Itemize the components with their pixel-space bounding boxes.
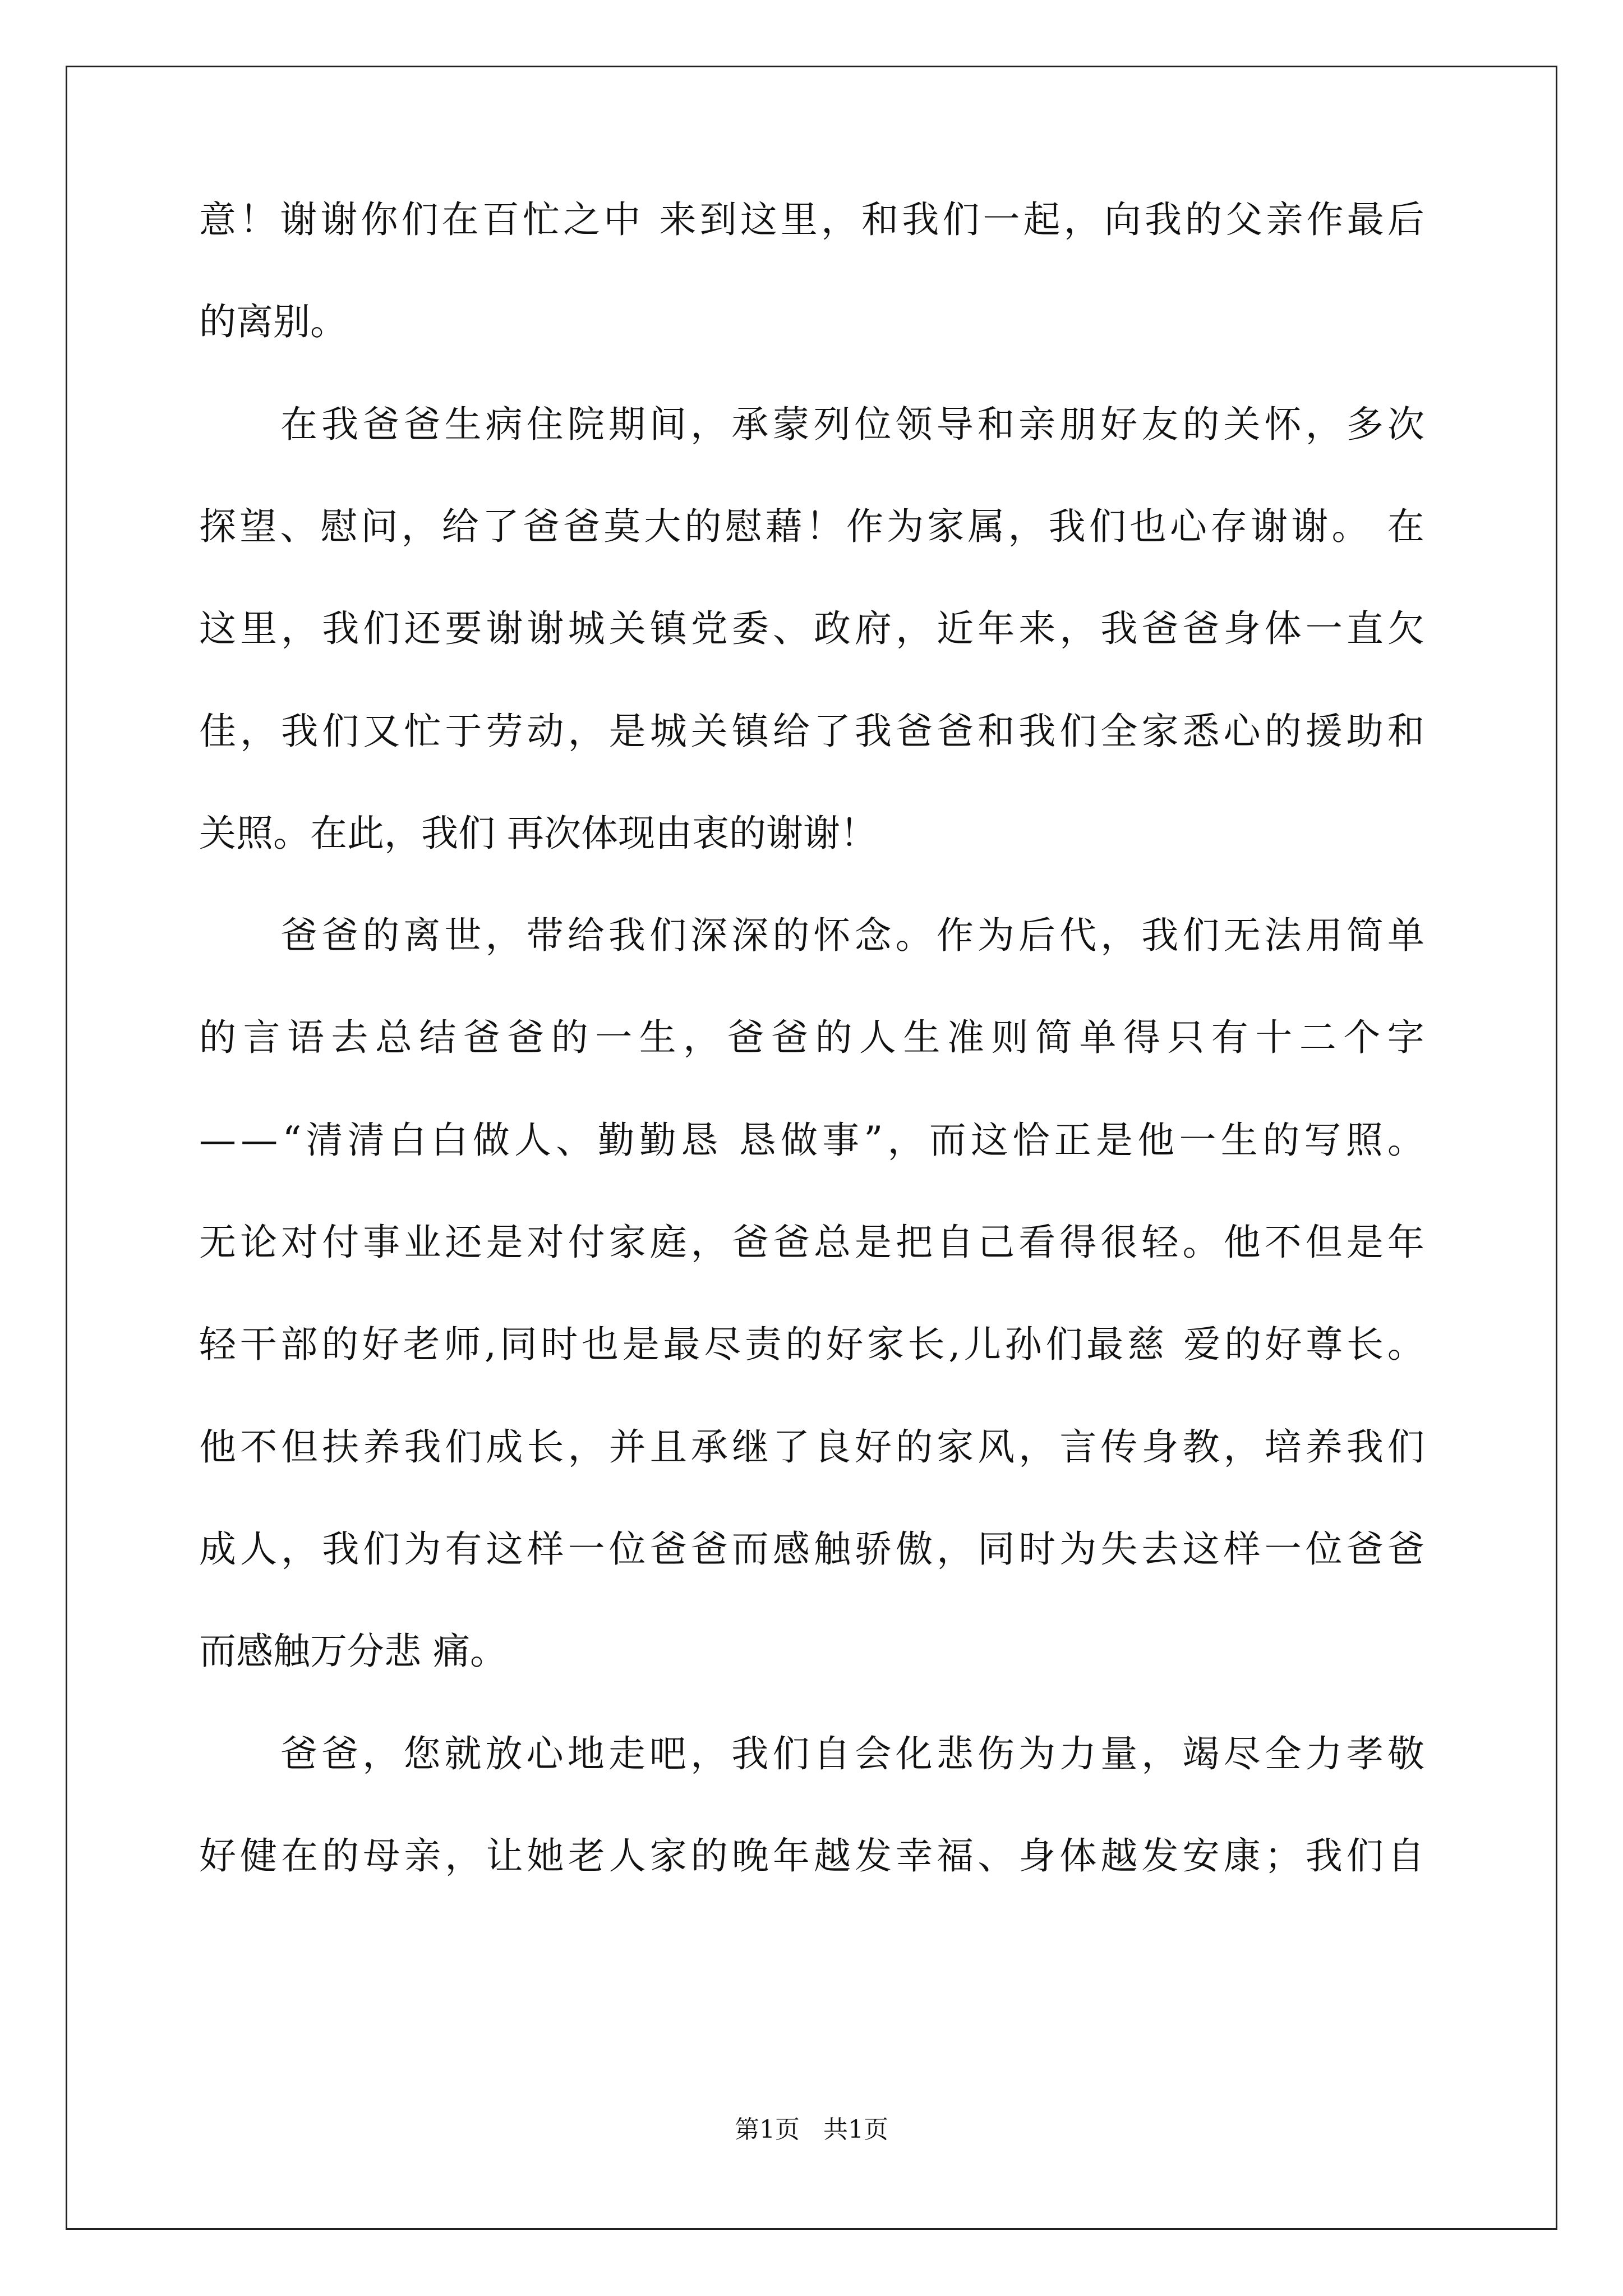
text-line: 这 里 ， 我 们 还 要 谢 谢 城 关 镇 党 委 、 政 府 ， 近 年 来 ， 我 爸 爸 身 体 一 直 欠 xyxy=(199,607,1424,651)
page-footer xyxy=(0,2109,1623,2145)
text-line: 成 人 ， 我 们 为 有 这 样 一 位 爸 爸 而 感 触 骄 傲 ， 同 时 为 失 去 这 样 一 位 爸 爸 xyxy=(199,1527,1424,1571)
text-line: 意 ！ 谢 谢 你 们 在 百 忙 之 中 来 到 这 里 ， 和 我 们 一 起 ， 向 我 的 父 亲 作 最 后 xyxy=(199,198,1424,241)
text-line: 爸 爸 的 离 世 ， 带 给 我 们 深 深 的 怀 念 。 作 为 后 代 ， 我 们 无 法 用 简 单 xyxy=(280,914,1424,958)
text-line: 他 不 但 扶 养 我 们 成 长 ， 并 且 承 继 了 良 好 的 家 风 ， 言 传 身 教 ， 培 养 我 们 xyxy=(199,1425,1424,1469)
text-line: 无 论 对 付 事 业 还 是 对 付 家 庭 ， 爸 爸 总 是 把 自 己 看 得 很 轻 。 他 不 但 是 年 xyxy=(199,1221,1424,1264)
text-line: 好 健 在 的 母 亲 ， 让 她 老 人 家 的 晚 年 越 发 幸 福 、 身 体 越 发 安 康 ； 我 们 自 xyxy=(199,1834,1424,1878)
text-line: 探 望 、 慰 问 ， 给 了 爸 爸 莫 大 的 慰 藉 ！ 作 为 家 属 ， 我 们 也 心 存 谢 谢 。 在 xyxy=(199,504,1424,548)
text-line: 的离别。 xyxy=(199,300,347,344)
page-number: 第1页 xyxy=(735,2115,800,2144)
text-line: 在 我 爸 爸 生 病 住 院 期 间 ， 承 蒙 列 位 领 导 和 亲 朋 好 友 的 关 怀 ， 多 次 xyxy=(280,402,1424,446)
text-line: 的 言 语 去 总 结 爸 爸 的 一 生 ， 爸 爸 的 人 生 准 则 简 单 得 只 有 十 二 个 字 xyxy=(199,1016,1424,1060)
text-line: 关照。在此，我们 再次体现由衷的谢谢！ xyxy=(199,811,877,855)
text-line: 爸 爸 ， 您 就 放 心 地 走 吧 ， 我 们 自 会 化 悲 伤 为 力 量 ， 竭 尽 全 力 孝 敬 xyxy=(280,1732,1424,1775)
text-line: 轻 干 部 的 好 老 师 , 同 时 也 是 最 尽 责 的 好 家 长 , 儿 孙 们 最 慈 爱 的 好 尊 长 。 xyxy=(199,1323,1424,1366)
text-line: — — “ 清 清 白 白 做 人 、 勤 勤 恳 恳 做 事 ” ， 而 这 恰 正 是 他 一 生 的 写 照 。 xyxy=(199,1118,1424,1162)
text-line: 佳 ， 我 们 又 忙 于 劳 动 ， 是 城 关 镇 给 了 我 爸 爸 和 我 们 全 家 悉 心 的 援 助 和 xyxy=(199,709,1424,753)
page-total: 共1页 xyxy=(823,2115,888,2144)
text-line: 而感触万分悲 痛。 xyxy=(199,1630,507,1673)
